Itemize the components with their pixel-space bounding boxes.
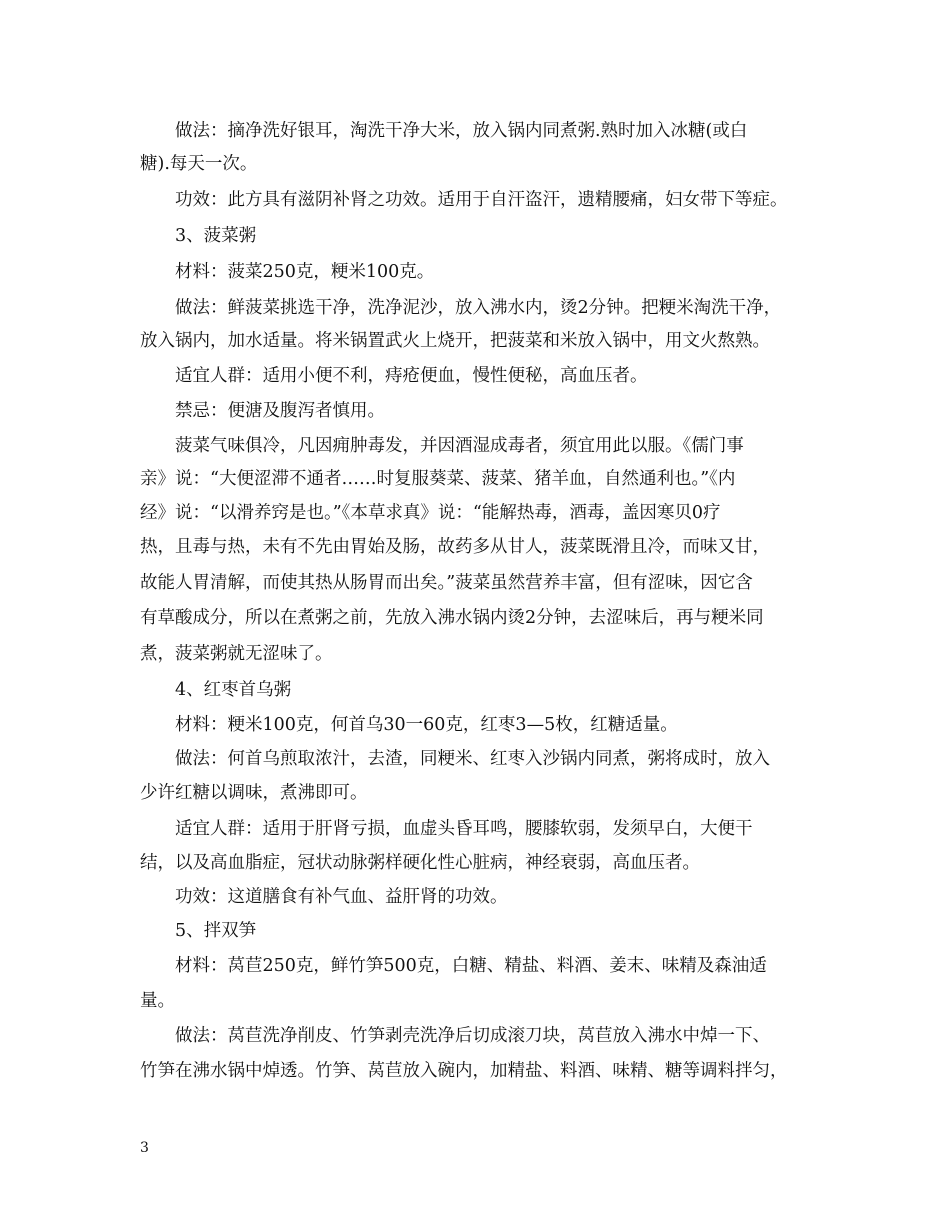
section-heading: 4、红枣首乌粥 [175, 680, 292, 700]
paragraph-line: 材料：莴苣250克，鲜竹笋500克，白糖、精盐、料酒、姜末、味精及森油适 [175, 956, 767, 976]
paragraph-line: 故能人胃清解，而使其热从肠胃而出矣。”菠菜虽然营养丰富，但有涩味，因它含 [140, 573, 753, 593]
paragraph-line: 做法：莴苣洗净削皮、竹笋剥壳洗净后切成滚刀块，莴苣放入沸水中焯一下、 [175, 1026, 770, 1046]
paragraph-line: 热，且毒与热，未有不先由胃始及肠，故药多从甘人，菠菜既滑且冷，而味又甘， [140, 537, 770, 557]
paragraph-line: 有草酸成分，所以在煮粥之前，先放入沸水锅内烫2分钟，去涩味后，再与粳米同 [140, 608, 764, 628]
paragraph-line: 功效：此方具有滋阴补肾之功效。适用于自汗盗汗，遗精腰痛，妇女带下等症。 [175, 190, 788, 210]
paragraph-line: 材料：粳米100克，何首乌30一60克，红枣3—5枚，红糖适量。 [175, 715, 678, 735]
paragraph-line: 量。 [140, 991, 175, 1011]
paragraph-line: 亲》说：“大便涩滞不通者……时复服葵菜、菠菜、猪羊血，自然通利也。”《内 [140, 469, 736, 489]
paragraph-line: 做法：摘净洗好银耳，淘洗干净大米，放入锅内同煮粥.熟时加入冰糖(或白 [175, 121, 748, 141]
paragraph-line: 结，以及高血脂症，冠状动脉粥样硬化性心脏病，神经衰弱，高血压者。 [140, 853, 700, 873]
paragraph-line: 做法：何首乌煎取浓汁，去渣，同粳米、红枣入沙锅内同煮，粥将成时，放入 [175, 749, 770, 769]
paragraph-line: 适宜人群：适用小便不利，痔疮便血，慢性便秘，高血压者。 [175, 366, 648, 386]
paragraph-line: 放入锅内，加水适量。将米锅置武火上烧开，把菠菜和米放入锅中，用文火熬熟。 [140, 331, 770, 351]
paragraph-line: 菠菜气味俱冷，凡因痈肿毒发，并因酒湿成毒者，须宜用此以服。《儒门事 [175, 436, 744, 456]
paragraph-line: 功效：这道膳食有补气血、益肝肾的功效。 [175, 887, 508, 907]
section-heading: 5、拌双笋 [175, 921, 257, 941]
paragraph-line: 糖).每天一次。 [140, 154, 258, 174]
paragraph-line: 禁忌：便溏及腹泻者慎用。 [175, 401, 385, 421]
paragraph-line: 适宜人群：适用于肝肾亏损，血虚头昏耳鸣，腰膝软弱，发须早白，大便干 [175, 819, 753, 839]
paragraph-line: 竹笋在沸水锅中焯透。竹笋、莴苣放入碗内，加精盐、料酒、味精、糖等调料拌匀， [140, 1061, 788, 1081]
paragraph-line: 少许红糖以调味，煮沸即可。 [140, 783, 368, 803]
section-heading: 3、菠菜粥 [175, 226, 257, 246]
page-number: 3 [140, 1140, 149, 1156]
paragraph-line: 材料：菠菜250克，粳米100克。 [175, 262, 435, 282]
paragraph-line: 做法：鲜菠菜挑选干净，洗净泥沙，放入沸水内，烫2分钟。把粳米淘洗干净， [175, 298, 782, 318]
paragraph-line: 经》说：“以滑养窍是也。”《本草求真》说：“能解热毒，酒毒，盖因寒贝0疗 [140, 503, 721, 523]
paragraph-line: 煮，菠菜粥就无涩味了。 [140, 644, 333, 664]
